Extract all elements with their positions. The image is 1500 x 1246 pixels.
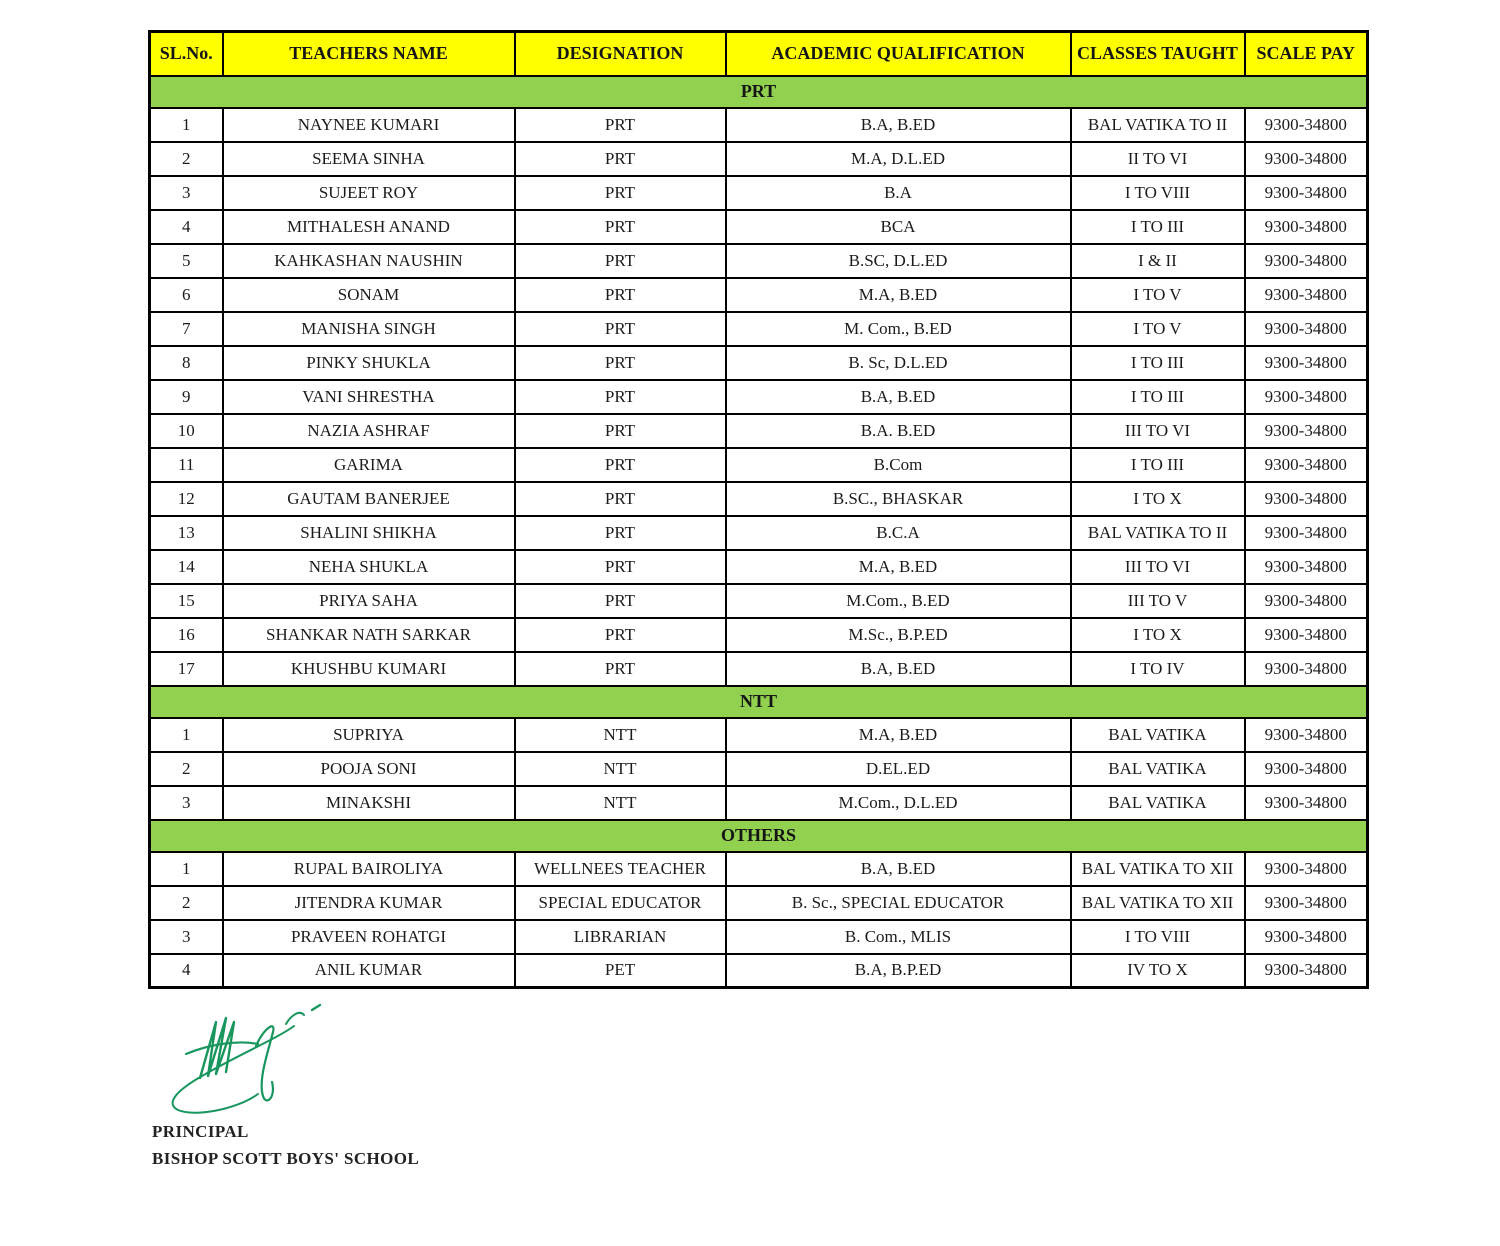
cell-name: KAHKASHAN NAUSHIN — [223, 244, 515, 278]
cell-designation: PRT — [515, 346, 726, 380]
cell-designation: PRT — [515, 584, 726, 618]
cell-scale-pay: 9300-34800 — [1245, 278, 1368, 312]
cell-slno: 3 — [150, 920, 223, 954]
cell-designation: NTT — [515, 718, 726, 752]
cell-scale-pay: 9300-34800 — [1245, 584, 1368, 618]
cell-qualification: M.A, B.ED — [726, 718, 1071, 752]
cell-qualification: B.A, B.ED — [726, 380, 1071, 414]
cell-name: RUPAL BAIROLIYA — [223, 852, 515, 886]
cell-name: KHUSHBU KUMARI — [223, 652, 515, 686]
table-row — [150, 886, 1368, 920]
table-row — [150, 108, 1368, 142]
table-row — [150, 380, 1368, 414]
cell-designation: WELLNEES TEACHER — [515, 852, 726, 886]
cell-qualification: B.A, B.P.ED — [726, 954, 1071, 988]
cell-scale-pay: 9300-34800 — [1245, 852, 1368, 886]
cell-slno: 15 — [150, 584, 223, 618]
table-row — [150, 752, 1368, 786]
cell-designation: NTT — [515, 786, 726, 820]
cell-name: GAUTAM BANERJEE — [223, 482, 515, 516]
cell-designation: PRT — [515, 142, 726, 176]
principal-signature — [166, 1000, 572, 1118]
cell-scale-pay: 9300-34800 — [1245, 886, 1368, 920]
cell-scale-pay: 9300-34800 — [1245, 954, 1368, 988]
cell-scale-pay: 9300-34800 — [1245, 618, 1368, 652]
teachers-table — [148, 30, 1369, 989]
cell-slno: 6 — [150, 278, 223, 312]
cell-scale-pay: 9300-34800 — [1245, 482, 1368, 516]
cell-designation: PRT — [515, 176, 726, 210]
cell-name: SUPRIYA — [223, 718, 515, 752]
cell-designation: PRT — [515, 482, 726, 516]
cell-designation: PRT — [515, 108, 726, 142]
table-row — [150, 414, 1368, 448]
cell-classes: BAL VATIKA TO XII — [1071, 852, 1245, 886]
cell-name: SEEMA SINHA — [223, 142, 515, 176]
cell-designation: PRT — [515, 618, 726, 652]
cell-slno: 14 — [150, 550, 223, 584]
cell-qualification: B.C.A — [726, 516, 1071, 550]
cell-slno: 2 — [150, 142, 223, 176]
cell-scale-pay: 9300-34800 — [1245, 718, 1368, 752]
table-row — [150, 618, 1368, 652]
cell-designation: PRT — [515, 278, 726, 312]
cell-classes: I TO V — [1071, 278, 1245, 312]
cell-designation: NTT — [515, 752, 726, 786]
cell-classes: II TO VI — [1071, 142, 1245, 176]
cell-name: ANIL KUMAR — [223, 954, 515, 988]
cell-qualification: B. Sc, D.L.ED — [726, 346, 1071, 380]
cell-designation: SPECIAL EDUCATOR — [515, 886, 726, 920]
cell-slno: 8 — [150, 346, 223, 380]
cell-qualification: B.A. B.ED — [726, 414, 1071, 448]
cell-slno: 16 — [150, 618, 223, 652]
cell-name: PINKY SHUKLA — [223, 346, 515, 380]
table-row — [150, 210, 1368, 244]
cell-qualification: M.Com., D.L.ED — [726, 786, 1071, 820]
cell-qualification: B.SC, D.L.ED — [726, 244, 1071, 278]
cell-name: MINAKSHI — [223, 786, 515, 820]
cell-designation: PRT — [515, 516, 726, 550]
cell-classes: III TO V — [1071, 584, 1245, 618]
cell-classes: I & II — [1071, 244, 1245, 278]
cell-classes: BAL VATIKA TO II — [1071, 516, 1245, 550]
cell-scale-pay: 9300-34800 — [1245, 346, 1368, 380]
cell-designation: PRT — [515, 312, 726, 346]
cell-name: SHALINI SHIKHA — [223, 516, 515, 550]
cell-classes: I TO X — [1071, 482, 1245, 516]
footer-block — [152, 1000, 572, 1172]
table-header-row — [150, 32, 1368, 76]
cell-qualification: M.A, B.ED — [726, 278, 1071, 312]
cell-scale-pay: 9300-34800 — [1245, 142, 1368, 176]
cell-qualification: M.A, D.L.ED — [726, 142, 1071, 176]
table-row — [150, 786, 1368, 820]
header-cell-qualification: ACADEMIC QUALIFICATION — [726, 32, 1071, 76]
cell-qualification: B.A — [726, 176, 1071, 210]
header-cell-name: TEACHERS NAME — [223, 32, 515, 76]
section-label: NTT — [150, 686, 1368, 718]
cell-qualification: M.A, B.ED — [726, 550, 1071, 584]
cell-classes: BAL VATIKA — [1071, 718, 1245, 752]
school-name: BISHOP SCOTT BOYS' SCHOOL — [152, 1149, 420, 1168]
section-label: PRT — [150, 76, 1368, 108]
cell-slno: 4 — [150, 954, 223, 988]
cell-classes: I TO III — [1071, 346, 1245, 380]
table-row — [150, 718, 1368, 752]
header-cell-classes: CLASSES TAUGHT — [1071, 32, 1245, 76]
cell-slno: 17 — [150, 652, 223, 686]
cell-designation: PET — [515, 954, 726, 988]
cell-classes: I TO VIII — [1071, 176, 1245, 210]
cell-name: JITENDRA KUMAR — [223, 886, 515, 920]
section-label: OTHERS — [150, 820, 1368, 852]
principal-title: PRINCIPAL — [152, 1122, 249, 1141]
table-body — [150, 76, 1368, 988]
cell-slno: 1 — [150, 718, 223, 752]
cell-scale-pay: 9300-34800 — [1245, 312, 1368, 346]
table-row — [150, 176, 1368, 210]
cell-qualification: B. Sc., SPECIAL EDUCATOR — [726, 886, 1071, 920]
cell-scale-pay: 9300-34800 — [1245, 448, 1368, 482]
cell-scale-pay: 9300-34800 — [1245, 752, 1368, 786]
table-row — [150, 142, 1368, 176]
cell-classes: I TO III — [1071, 448, 1245, 482]
table-row — [150, 954, 1368, 988]
cell-scale-pay: 9300-34800 — [1245, 786, 1368, 820]
cell-scale-pay: 9300-34800 — [1245, 176, 1368, 210]
cell-name: MANISHA SINGH — [223, 312, 515, 346]
cell-slno: 3 — [150, 786, 223, 820]
cell-scale-pay: 9300-34800 — [1245, 210, 1368, 244]
cell-designation: PRT — [515, 652, 726, 686]
cell-slno: 5 — [150, 244, 223, 278]
cell-classes: BAL VATIKA — [1071, 752, 1245, 786]
cell-name: POOJA SONI — [223, 752, 515, 786]
cell-slno: 1 — [150, 108, 223, 142]
cell-slno: 7 — [150, 312, 223, 346]
cell-classes: BAL VATIKA TO II — [1071, 108, 1245, 142]
cell-slno: 9 — [150, 380, 223, 414]
cell-classes: III TO VI — [1071, 550, 1245, 584]
cell-name: GARIMA — [223, 448, 515, 482]
cell-slno: 12 — [150, 482, 223, 516]
cell-classes: BAL VATIKA — [1071, 786, 1245, 820]
header-cell-slno: SL.No. — [150, 32, 223, 76]
cell-qualification: B.A, B.ED — [726, 108, 1071, 142]
section-row-ntt — [150, 686, 1368, 718]
cell-qualification: D.EL.ED — [726, 752, 1071, 786]
table-row — [150, 482, 1368, 516]
cell-name: SUJEET ROY — [223, 176, 515, 210]
cell-scale-pay: 9300-34800 — [1245, 108, 1368, 142]
cell-classes: III TO VI — [1071, 414, 1245, 448]
cell-qualification: B.Com — [726, 448, 1071, 482]
header-cell-scale-pay: SCALE PAY — [1245, 32, 1368, 76]
table-row — [150, 550, 1368, 584]
section-row-others — [150, 820, 1368, 852]
cell-scale-pay: 9300-34800 — [1245, 414, 1368, 448]
cell-slno: 4 — [150, 210, 223, 244]
cell-name: SHANKAR NATH SARKAR — [223, 618, 515, 652]
table-row — [150, 852, 1368, 886]
cell-name: NAZIA ASHRAF — [223, 414, 515, 448]
cell-classes: I TO III — [1071, 210, 1245, 244]
cell-name: NEHA SHUKLA — [223, 550, 515, 584]
cell-designation: LIBRARIAN — [515, 920, 726, 954]
cell-name: NAYNEE KUMARI — [223, 108, 515, 142]
cell-scale-pay: 9300-34800 — [1245, 550, 1368, 584]
cell-classes: I TO VIII — [1071, 920, 1245, 954]
cell-classes: BAL VATIKA TO XII — [1071, 886, 1245, 920]
cell-scale-pay: 9300-34800 — [1245, 652, 1368, 686]
cell-qualification: B.A, B.ED — [726, 652, 1071, 686]
table-row — [150, 346, 1368, 380]
cell-designation: PRT — [515, 244, 726, 278]
cell-classes: I TO IV — [1071, 652, 1245, 686]
cell-designation: PRT — [515, 210, 726, 244]
cell-scale-pay: 9300-34800 — [1245, 920, 1368, 954]
header-cell-designation: DESIGNATION — [515, 32, 726, 76]
cell-name: PRIYA SAHA — [223, 584, 515, 618]
cell-classes: I TO X — [1071, 618, 1245, 652]
cell-designation: PRT — [515, 414, 726, 448]
cell-qualification: M.Sc., B.P.ED — [726, 618, 1071, 652]
table-row — [150, 244, 1368, 278]
cell-qualification: B.SC., BHASKAR — [726, 482, 1071, 516]
cell-slno: 3 — [150, 176, 223, 210]
cell-classes: IV TO X — [1071, 954, 1245, 988]
cell-slno: 11 — [150, 448, 223, 482]
table-row — [150, 584, 1368, 618]
section-row-prt — [150, 76, 1368, 108]
cell-scale-pay: 9300-34800 — [1245, 244, 1368, 278]
cell-classes: I TO III — [1071, 380, 1245, 414]
cell-name: VANI SHRESTHA — [223, 380, 515, 414]
cell-qualification: M. Com., B.ED — [726, 312, 1071, 346]
cell-qualification: B. Com., MLIS — [726, 920, 1071, 954]
cell-scale-pay: 9300-34800 — [1245, 380, 1368, 414]
cell-qualification: BCA — [726, 210, 1071, 244]
cell-designation: PRT — [515, 550, 726, 584]
cell-slno: 10 — [150, 414, 223, 448]
cell-qualification: B.A, B.ED — [726, 852, 1071, 886]
document-page — [148, 30, 1366, 989]
cell-designation: PRT — [515, 380, 726, 414]
cell-name: MITHALESH ANAND — [223, 210, 515, 244]
table-row — [150, 312, 1368, 346]
table-row — [150, 920, 1368, 954]
cell-slno: 1 — [150, 852, 223, 886]
cell-name: SONAM — [223, 278, 515, 312]
cell-scale-pay: 9300-34800 — [1245, 516, 1368, 550]
cell-qualification: M.Com., B.ED — [726, 584, 1071, 618]
table-row — [150, 278, 1368, 312]
cell-classes: I TO V — [1071, 312, 1245, 346]
cell-slno: 2 — [150, 886, 223, 920]
cell-slno: 2 — [150, 752, 223, 786]
cell-designation: PRT — [515, 448, 726, 482]
table-row — [150, 652, 1368, 686]
table-row — [150, 448, 1368, 482]
cell-slno: 13 — [150, 516, 223, 550]
table-row — [150, 516, 1368, 550]
cell-name: PRAVEEN ROHATGI — [223, 920, 515, 954]
